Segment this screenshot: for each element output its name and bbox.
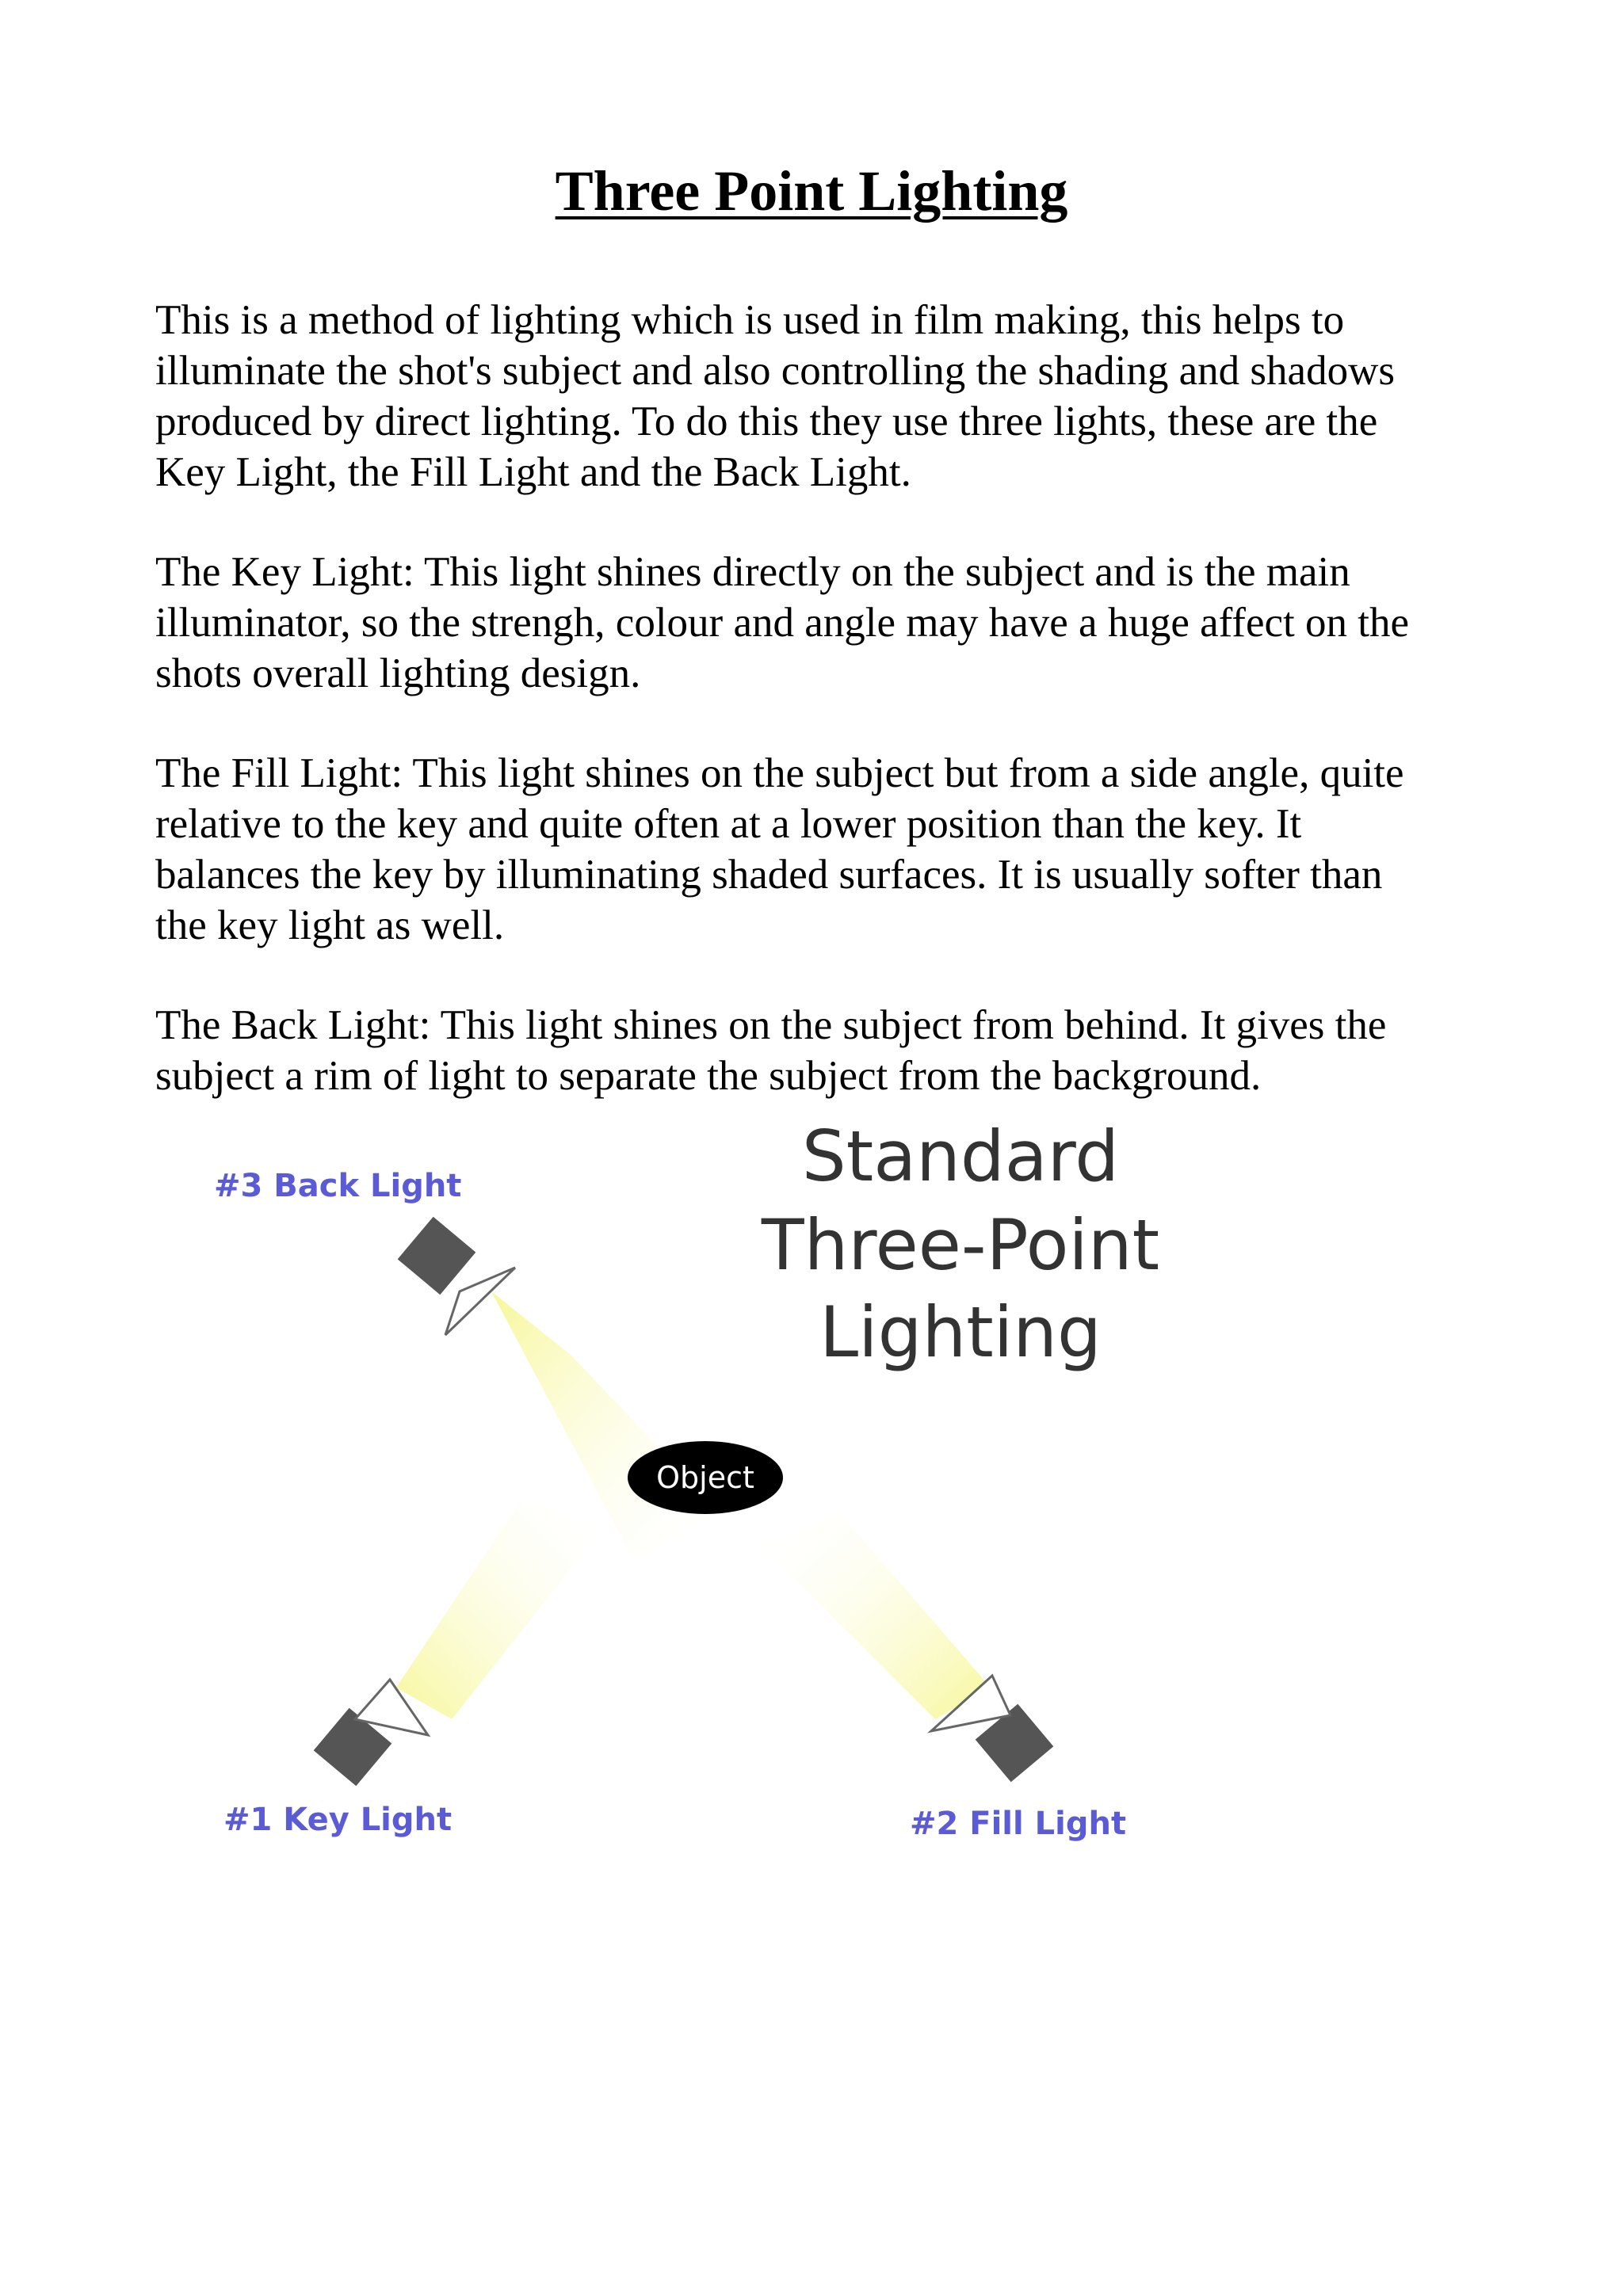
text-line: Key Light, the Fill Light and the Back Light. xyxy=(155,449,911,495)
text-line: illuminate the shot's subject and also controlling the shading and shadows xyxy=(155,348,1395,394)
key-light-label: #1 Key Light xyxy=(223,1802,453,1838)
text-line: The Fill Light: This light shines on the subject but from a side angle, quite xyxy=(155,750,1404,796)
back-light-label: #3 Back Light xyxy=(214,1168,462,1204)
fill-light-beam xyxy=(761,1513,991,1719)
key-light-beam xyxy=(396,1497,602,1719)
fill-light-paragraph xyxy=(155,748,1503,951)
diagram-title-line-2: Three-Point xyxy=(761,1204,1160,1286)
back-light-paragraph xyxy=(155,1000,1503,1101)
diagram-title-line-1: Standard xyxy=(801,1117,1120,1197)
three-point-lighting-diagram xyxy=(190,1117,1205,1846)
text-line: This is a method of lighting which is used in film making, this helps to xyxy=(155,297,1345,343)
intro-paragraph xyxy=(155,295,1503,498)
text-line: relative to the key and quite often at a lower position than the key. It xyxy=(155,801,1302,847)
text-line: shots overall lighting design. xyxy=(155,650,641,696)
text-line: produced by direct lighting. To do this they use three lights, these are the xyxy=(155,399,1378,444)
text-line: The Back Light: This light shines on the subject from behind. It gives the xyxy=(155,1002,1387,1048)
text-line: illuminator, so the strengh, colour and angle may have a huge affect on the xyxy=(155,600,1409,646)
page-title: Three Point Lighting xyxy=(555,159,1068,223)
fill-light-label: #2 Fill Light xyxy=(910,1806,1127,1842)
text-line: The Key Light: This light shines directly on the subject and is the main xyxy=(155,549,1350,595)
object-marker xyxy=(628,1441,783,1514)
text-line: the key light as well. xyxy=(155,902,505,948)
text-line: balances the key by illuminating shaded surfaces. It is usually softer than xyxy=(155,852,1383,898)
text-line: subject a rim of light to separate the subject from the background. xyxy=(155,1053,1262,1099)
object-label: Object xyxy=(656,1460,754,1495)
diagram-svg xyxy=(190,1117,1205,1846)
key-light-paragraph xyxy=(155,547,1503,699)
diagram-title-line-3: Lighting xyxy=(819,1291,1102,1373)
back-light-lamp-icon xyxy=(398,1217,515,1335)
